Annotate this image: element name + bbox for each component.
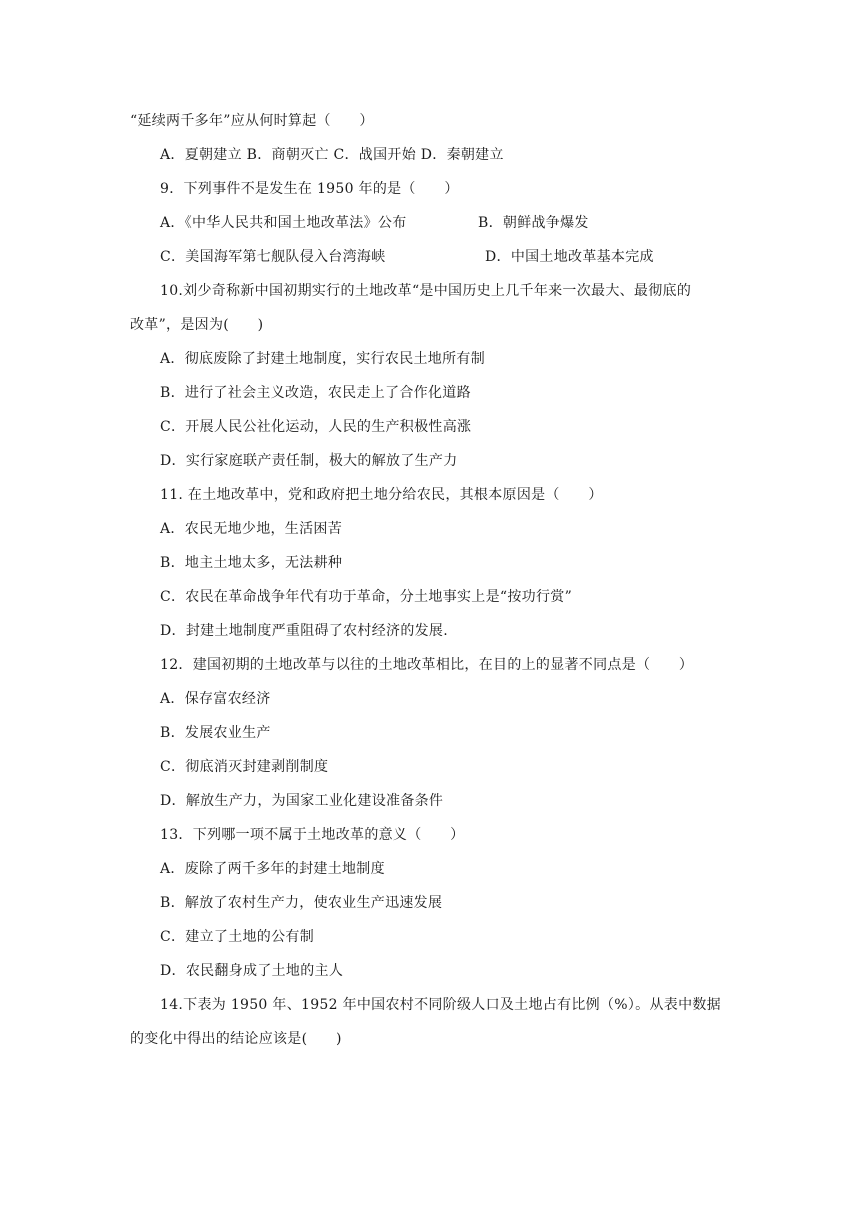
q14-stem: 14.下表为 1950 年、1952 年中国农村不同阶级人口及土地占有比例（%）。从表中数据 (160, 997, 721, 1013)
q10-option-c: C．开展人民公社化运动，人民的生产积极性高涨 (160, 419, 472, 435)
q12-stem: 12．建国初期的土地改革与以往的土地改革相比，在目的上的显著不同点是（ ） (160, 657, 694, 673)
q11-option-c: C．农民在革命战争年代有功于革命，分土地事实上是“按功行赏” (160, 589, 573, 605)
q11-option-b: B．地主土地太多，无法耕种 (160, 555, 343, 571)
q10-stem: 10.刘少奇称新中国初期实行的土地改革“是中国历史上几千年来一次最大、最彻底的 (160, 283, 692, 299)
q13-option-d: D．农民翻身成了土地的主人 (160, 963, 344, 979)
q11-option-d: D．封建土地制度严重阻碍了农村经济的发展. (160, 623, 448, 639)
q9-option-c: C．美国海军第七舰队侵入台湾海峡 (160, 249, 386, 265)
q9-stem: 9．下列事件不是发生在 1950 年的是（ ） (160, 181, 459, 197)
q12-option-c: C．彻底消灭封建剥削制度 (160, 759, 329, 775)
q11-option-a: A．农民无地少地，生活困苦 (160, 521, 343, 537)
q10-option-b: B．进行了社会主义改造，农民走上了合作化道路 (160, 385, 471, 401)
q10-option-d: D．实行家庭联产责任制，极大的解放了生产力 (160, 453, 458, 469)
q13-stem: 13．下列哪一项不属于土地改革的意义（ ） (160, 827, 465, 843)
q9-option-b: B．朝鲜战争爆发 (478, 215, 589, 231)
q10-stem-continued: 改革”，是因为( ) (130, 317, 264, 333)
q8-options: A．夏朝建立 B．商朝灭亡 C．战国开始 D．秦朝建立 (160, 147, 504, 163)
q12-option-b: B．发展农业生产 (160, 725, 271, 741)
q12-option-a: A．保存富农经济 (160, 691, 271, 707)
q14-stem-continued: 的变化中得出的结论应该是( ) (130, 1031, 342, 1047)
q13-option-c: C．建立了土地的公有制 (160, 929, 315, 945)
q10-option-a: A．彻底废除了封建土地制度，实行农民土地所有制 (160, 351, 486, 367)
q9-option-a: A．《中华人民共和国土地改革法》公布 (160, 215, 407, 231)
q13-option-b: B．解放了农村生产力，使农业生产迅速发展 (160, 895, 443, 911)
q12-option-d: D．解放生产力，为国家工业化建设准备条件 (160, 793, 444, 809)
q8-stem-continued: “延续两千多年”应从何时算起（ ） (130, 113, 374, 129)
q11-stem: 11. 在土地改革中，党和政府把土地分给农民，其根本原因是（ ） (160, 487, 603, 503)
q13-option-a: A．废除了两千多年的封建土地制度 (160, 861, 385, 877)
q9-option-d: D．中国土地改革基本完成 (485, 249, 654, 265)
